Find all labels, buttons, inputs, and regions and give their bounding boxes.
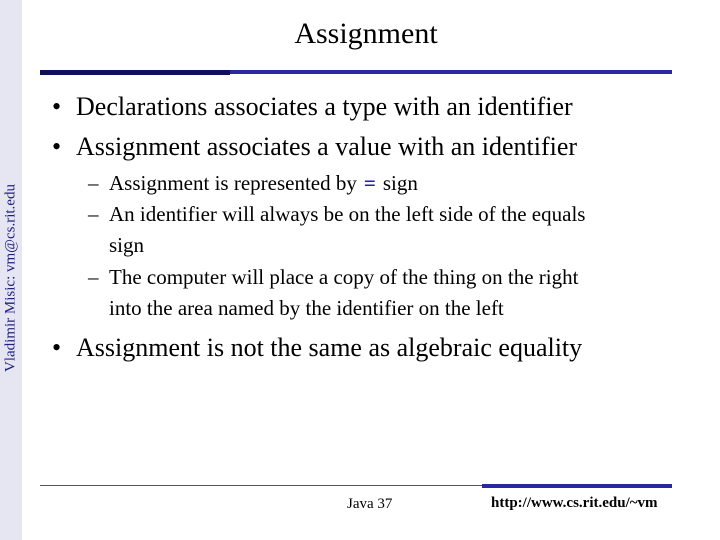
bullet-icon: • [52, 132, 62, 161]
subbullet-text-continued: into the area named by the identifier on the left [109, 296, 504, 320]
subbullet-text: An identifier will always be on the left side of the equals [109, 202, 586, 226]
dash-icon: – [88, 265, 99, 289]
subbullet-text-continued: sign [109, 233, 145, 257]
equals-symbol: = [363, 171, 376, 195]
bullet-text: Assignment associates a value with an identifier [76, 132, 578, 161]
dash-icon: – [88, 202, 99, 226]
footer-divider-accent [482, 484, 672, 488]
subbullet-equals-sign [88, 168, 418, 199]
footer-url-link[interactable]: http://www.cs.rit.edu/~vm [491, 495, 658, 511]
bullet-assignment [52, 132, 577, 162]
subbullet-copy [88, 262, 578, 324]
bullet-text: Assignment is not the same as algebraic equality [76, 333, 583, 362]
dash-icon: – [88, 171, 99, 195]
bullet-icon: • [52, 92, 62, 121]
subbullet-left-side [88, 199, 585, 261]
bullet-declarations [52, 92, 573, 122]
author-email: Vladimir Misic: vm@cs.rit.edu [2, 184, 19, 372]
footer-page-label: Java 37 [347, 496, 393, 512]
subbullet-text: The computer will place a copy of the thing on the right [109, 265, 579, 289]
slide-title: Assignment [294, 17, 438, 50]
bullet-not-equality [52, 333, 582, 363]
title-divider-accent [40, 70, 230, 75]
bullet-icon: • [52, 333, 62, 362]
subbullet-text-end: sign [382, 171, 418, 195]
subbullet-text: Assignment is represented by [109, 171, 357, 195]
sidebar-strip [0, 0, 22, 540]
bullet-text: Declarations associates a type with an identifier [76, 92, 573, 121]
